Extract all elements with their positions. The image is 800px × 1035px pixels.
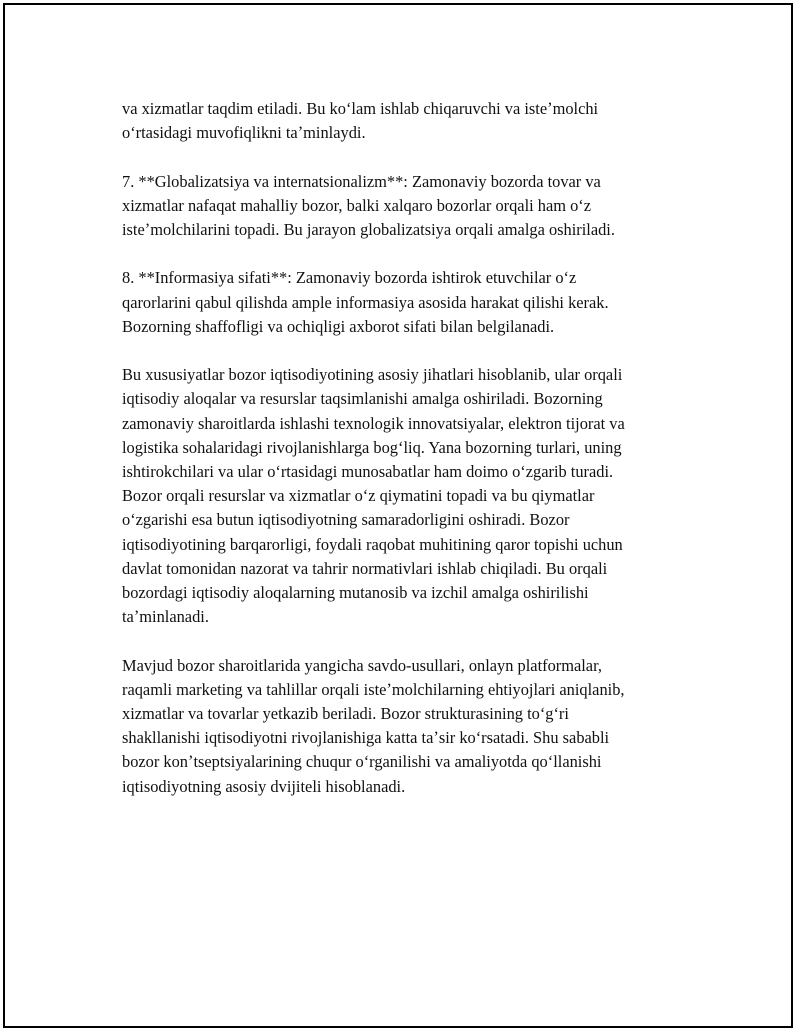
document-page (3, 3, 793, 1028)
text-line: Bu xususiyatlar bozor iqtisodiyotining asosiy jihatlari hisoblanib, ular orqali (122, 365, 623, 385)
text-line: shakllanishi iqtisodiyotni rivojlanishiga katta taʼsir koʻrsatadi. Shu sababli (122, 728, 610, 748)
text-line: iqtisodiyotning asosiy dvijiteli hisoblanadi. (122, 776, 406, 796)
text-line: ishtirokchilari va ular oʻrtasidagi munosabatlar ham doimo oʻzgarib turadi. (122, 462, 614, 481)
text-line: iqtisodiyotining barqarorligi, foydali raqobat muhitining qaror topishi uchun (122, 534, 623, 554)
text-line: xizmatlar va tovarlar yetkazib beriladi. Bozor strukturasining toʻgʻri (122, 704, 569, 724)
text-line: iqtisodiy aloqalar va resurslar taqsimlanishi amalga oshiriladi. Bozorning (122, 389, 603, 409)
text-line: Bozorning shaffofligi va ochiqligi axborot sifati bilan belgilanadi. (122, 316, 555, 336)
text-line: va xizmatlar taqdim etiladi. Bu koʻlam ishlab chiqaruvchi va isteʼmolchi (122, 99, 599, 118)
text-line: Mavjud bozor sharoitlarida yangicha savdo-usullari, onlayn platformalar, (122, 655, 602, 675)
text-line: logistika sohalaridagi rivojlanishlarga bogʻliq. Yana bozorning turlari, uning (122, 437, 622, 457)
text-line: oʻzgarishi esa butun iqtisodiyotning samaradorligini oshiradi. Bozor (122, 510, 570, 530)
text-line: oʻrtasidagi muvofiqlikni taʼminlaydi. (122, 123, 366, 143)
text-line: davlat tomonidan nazorat va tahrir normativlari ishlab chiqiladi. Bu orqali (122, 558, 608, 578)
text-line: 8. **Informasiya sifati**: Zamonaviy bozorda ishtirok etuvchilar oʻz (122, 268, 577, 288)
text-line: 7. **Globalizatsiya va internatsionalizm**: Zamonaviy bozorda tovar va (122, 171, 601, 191)
paragraph (122, 170, 702, 243)
paragraph (122, 97, 702, 145)
paragraph (122, 363, 702, 629)
text-line: xizmatlar nafaqat mahalliy bozor, balki xalqaro bozorlar orqali ham oʻz (122, 195, 592, 215)
paragraph (122, 654, 702, 799)
text-line: bozordagi iqtisodiy aloqalarning mutanosib va izchil amalga oshirilishi (122, 583, 589, 603)
text-line: taʼminlanadi. (122, 607, 209, 627)
text-line: bozor konʼtseptsiyalarining chuqur oʻrganilishi va amaliyotda qoʻllanishi (122, 752, 602, 772)
text-line: zamonaviy sharoitlarda ishlashi texnologik innovatsiyalar, elektron tijorat va (122, 413, 625, 433)
text-line: isteʼmolchilarini topadi. Bu jarayon globalizatsiya orqali amalga oshiriladi. (122, 220, 615, 239)
text-line: Bozor orqali resurslar va xizmatlar oʻz qiymatini topadi va bu qiymatlar (122, 486, 595, 506)
document-body (122, 97, 702, 823)
text-line: raqamli marketing va tahlillar orqali isteʼmolchilarning ehtiyojlari aniqlanib, (122, 679, 625, 699)
text-line: qarorlarini qabul qilishda ample informasiya asosida harakat qilishi kerak. (122, 292, 609, 312)
paragraph (122, 266, 702, 339)
